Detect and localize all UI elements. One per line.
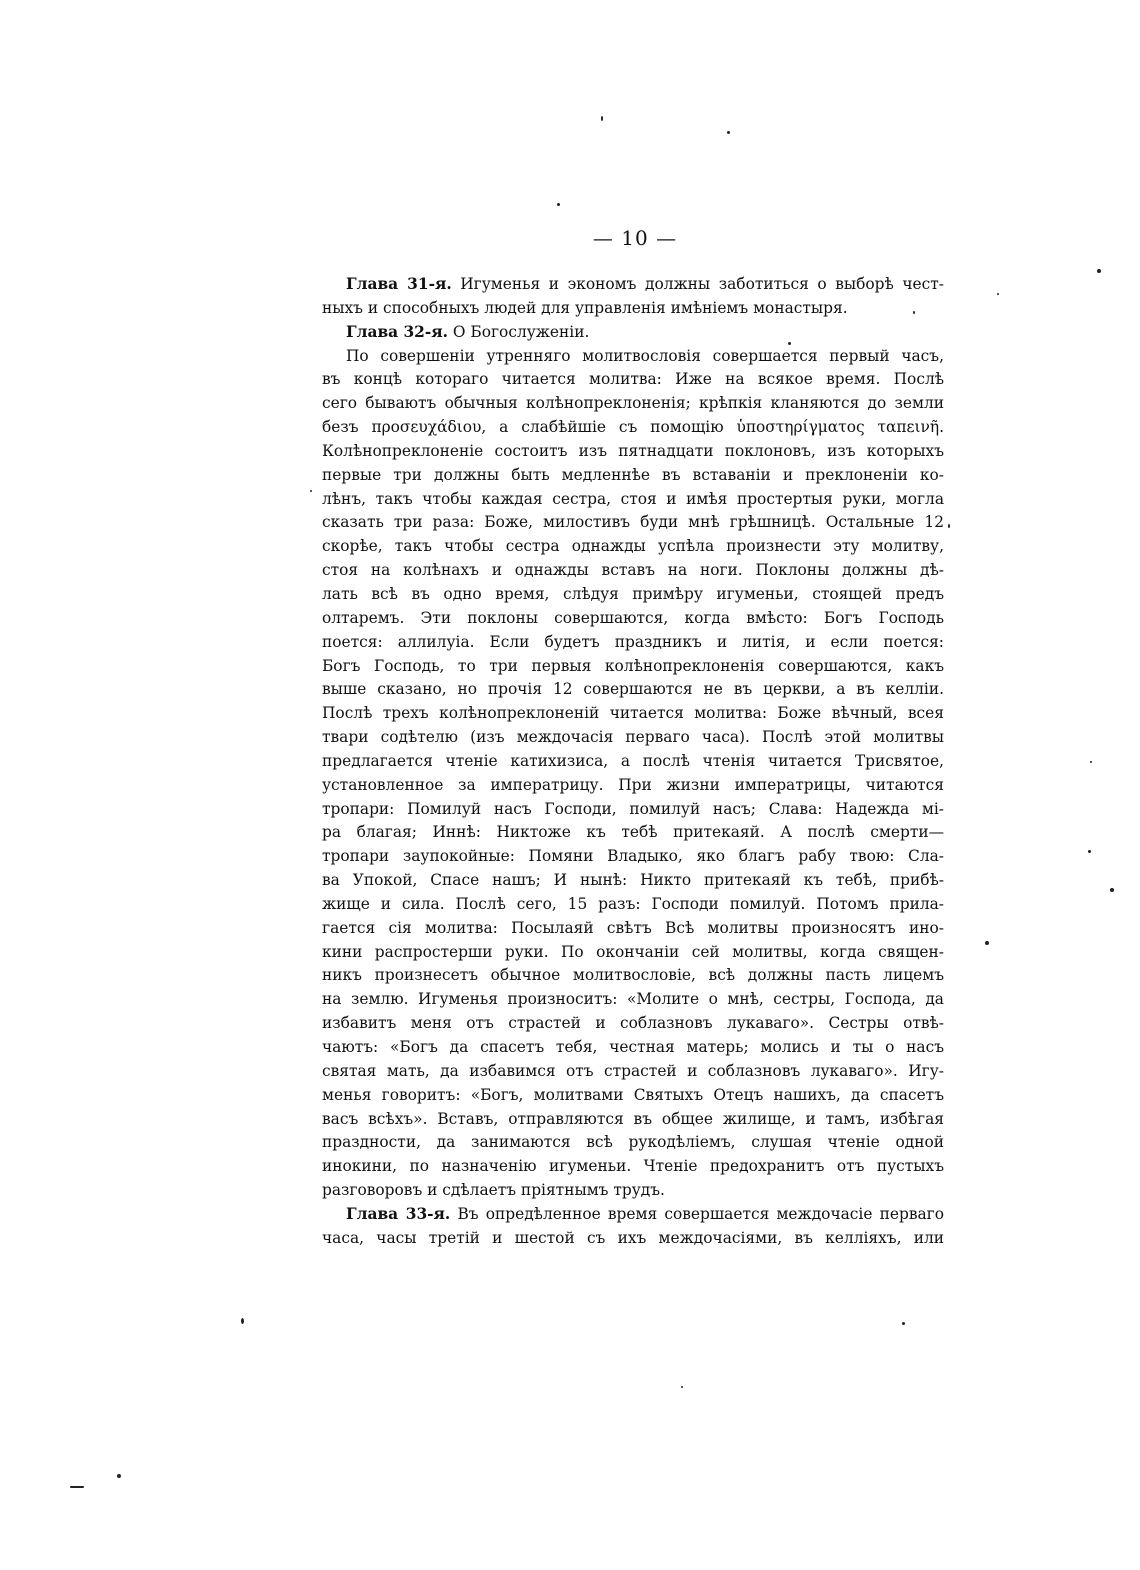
line-text: кини распростерши руки. По окончаніи сей молитвы, когда священ- [322,942,944,961]
text-line [322,1036,944,1060]
line-text: ва Упокой, Спасе нашъ; И нынѣ: Никто притекаяй къ тебѣ, прибѣ- [322,871,944,890]
text-line [322,1108,944,1132]
scan-speck [948,524,950,528]
scan-speck [241,1318,244,1324]
text-line [322,655,944,679]
scan-speck [70,1486,84,1488]
scan-speck [1110,888,1114,892]
text-line [322,297,944,321]
text-line [322,559,944,583]
line-text: гается сія молитва: Посылаяй свѣтъ Всѣ молитвы произносятъ ино- [322,918,944,937]
line-text: тропари заупокойные: Помяни Владыко, яко благъ рабу твою: Сла- [322,847,944,866]
line-text: никъ произнесетъ обычное молитвословіе, всѣ должны пасть лицемъ [322,966,944,985]
text-line [322,488,944,512]
scan-speck [601,116,603,121]
text-line [322,988,944,1012]
line-text: васъ всѣхъ». Вставъ, отправляются въ общее жилище, и тамъ, избѣгая [322,1109,944,1128]
line-text: чаютъ: «Богъ да спасетъ тебя, честная матерь; молись и ты о насъ [322,1038,944,1056]
text-line [322,774,944,798]
line-text: стоя на колѣнахъ и однажды вставъ на ноги. Поклоны должны дѣ- [322,561,944,580]
text-line [322,869,944,893]
text-line [322,1179,944,1203]
scan-speck [902,1322,905,1325]
text-line [322,1084,944,1108]
text-line [322,607,944,631]
scan-speck [681,1386,683,1388]
chapter-heading: Глава 33-я. [346,1204,451,1223]
text-line [322,1227,944,1251]
line-text: Богъ Господь, то три первыя колѣнопреклоненія совершаются, какъ [322,656,944,675]
text-line [322,511,944,535]
text-line [322,845,944,869]
line-text: тропари: Помилуй насъ Господи, помилуй насъ; Слава: Надежда мі- [322,799,944,818]
text-line [322,583,944,607]
page-number: — 10 — [592,226,678,250]
line-text: По совершеніи утренняго молитвословія совершается первый часъ, [346,346,944,365]
line-text: инокини, по назначенію игуменьи. Чтеніе предохранитъ отъ пустыхъ [322,1157,944,1176]
line-text: Послѣ трехъ колѣнопреклоненій читается молитва: Боже вѣчный, всея [322,704,944,723]
line-text: олтаремъ. Эти поклоны совершаются, когда вмѣсто: Богъ Господь [322,608,944,627]
line-text: выше сказано, но прочія 12 совершаются не въ церкви, а въ келліи. [322,680,944,699]
line-text: избавитъ меня отъ страстей и соблазновъ лукаваго». Сестры отвѣ- [322,1014,944,1033]
scan-speck [727,131,730,134]
text-line [322,1203,944,1227]
scan-speck [1097,269,1101,273]
line-text: часа, часы третій и шестой съ ихъ междочасіями, въ келліяхъ, или [322,1228,944,1247]
text-line [322,1012,944,1036]
text-line [322,464,944,488]
line-text: ра благая; Иннѣ: Никтоже къ тебѣ притекаяй. А послѣ смерти— [322,823,944,842]
body-text [322,273,944,1251]
line-text: предлагается чтеніе катихизиса, а послѣ чтенія читается Трисвятое, [322,751,944,770]
text-line [322,416,944,440]
text-line [322,798,944,822]
text-line [322,1131,944,1155]
line-text: лѣнъ, такъ чтобы каждая сестра, стоя и имѣя простертыя руки, могла [322,489,944,508]
text-line [322,535,944,559]
text-line [322,440,944,464]
line-text: сказать три раза: Боже, милостивъ буди мнѣ грѣшницѣ. Остальные 12 [322,513,944,532]
line-text: Колѣнопреклоненіе состоитъ изъ пятнадцати поклоновъ, изъ которыхъ [322,441,944,460]
scan-speck [557,203,560,206]
chapter-heading: Глава 31-я. [346,275,452,293]
line-text: безъ προσευχάδιου, а слабѣйшіе съ помощію ὑποστηρίγματος ταπεινῆ. [322,418,944,437]
line-text: менья говоритъ: «Богъ, молитвами Святыхъ Отецъ нашихъ, да спасетъ [322,1085,944,1104]
line-text: Въ опредѣленное время совершается междочасіе перваго [450,1204,944,1223]
line-text: твари содѣтелю (изъ междочасія перваго часа). Послѣ этой молитвы [322,728,944,747]
text-line [322,631,944,655]
scan-speck [997,293,999,295]
text-line [322,750,944,774]
text-line [322,893,944,917]
line-text: на землю. Игуменья произноситъ: «Молите о мнѣ, сестры, Господа, да [322,990,944,1009]
scan-speck [310,490,312,492]
text-line [322,726,944,750]
chapter-heading: Глава 32-я. [346,322,449,341]
text-line [322,273,944,297]
text-line [322,821,944,845]
line-text: установленное за императрицу. При жизни императрицы, читаются [322,775,944,794]
line-text: святая мать, да избавимся отъ страстей и соблазновъ лукаваго». Игу- [322,1061,944,1080]
line-text: Игуменья и экономъ должны заботиться о выборѣ чест- [451,275,944,293]
line-text: поется: аллилуіа. Если будетъ праздникъ и литія, и если поется: [322,632,944,651]
text-line [322,964,944,988]
line-text: жище и сила. Послѣ сего, 15 разъ: Господи помилуй. Потомъ прила- [322,894,944,913]
line-text: ныхъ и способныхъ людей для управленія имѣніемъ монастыря. [322,298,848,317]
line-text: разговоровъ и сдѣлаетъ пріятнымъ трудъ. [322,1181,665,1200]
text-line [322,368,944,392]
text-line [322,678,944,702]
scan-speck [985,941,989,945]
line-text: О Богослуженіи. [448,322,590,341]
line-text: въ концѣ котораго читается молитва: Иже на всякое время. Послѣ [322,370,944,389]
line-text: скорѣе, такъ чтобы сестра однажды успѣла произнести эту молитву, [322,537,944,556]
text-line [322,941,944,965]
line-text: первые три должны быть медленнѣе въ вставаніи и преклоненіи ко- [322,465,944,484]
text-line [322,1060,944,1084]
scan-speck [1088,850,1091,853]
scan-speck [1090,761,1092,763]
line-text: лать всѣ въ одно время, слѣдуя примѣру игуменьи, стоящей предъ [322,584,944,603]
line-text: сего бываютъ обычныя колѣнопреклоненія; крѣпкія кланяются до земли [322,394,944,413]
text-line [322,392,944,416]
scan-speck [117,1474,121,1478]
text-line [322,917,944,941]
text-line [322,1155,944,1179]
text-line [322,345,944,369]
text-line [322,702,944,726]
text-line [322,321,944,345]
line-text: праздности, да занимаются всѣ рукодѣліемъ, слушая чтеніе одной [322,1133,944,1152]
